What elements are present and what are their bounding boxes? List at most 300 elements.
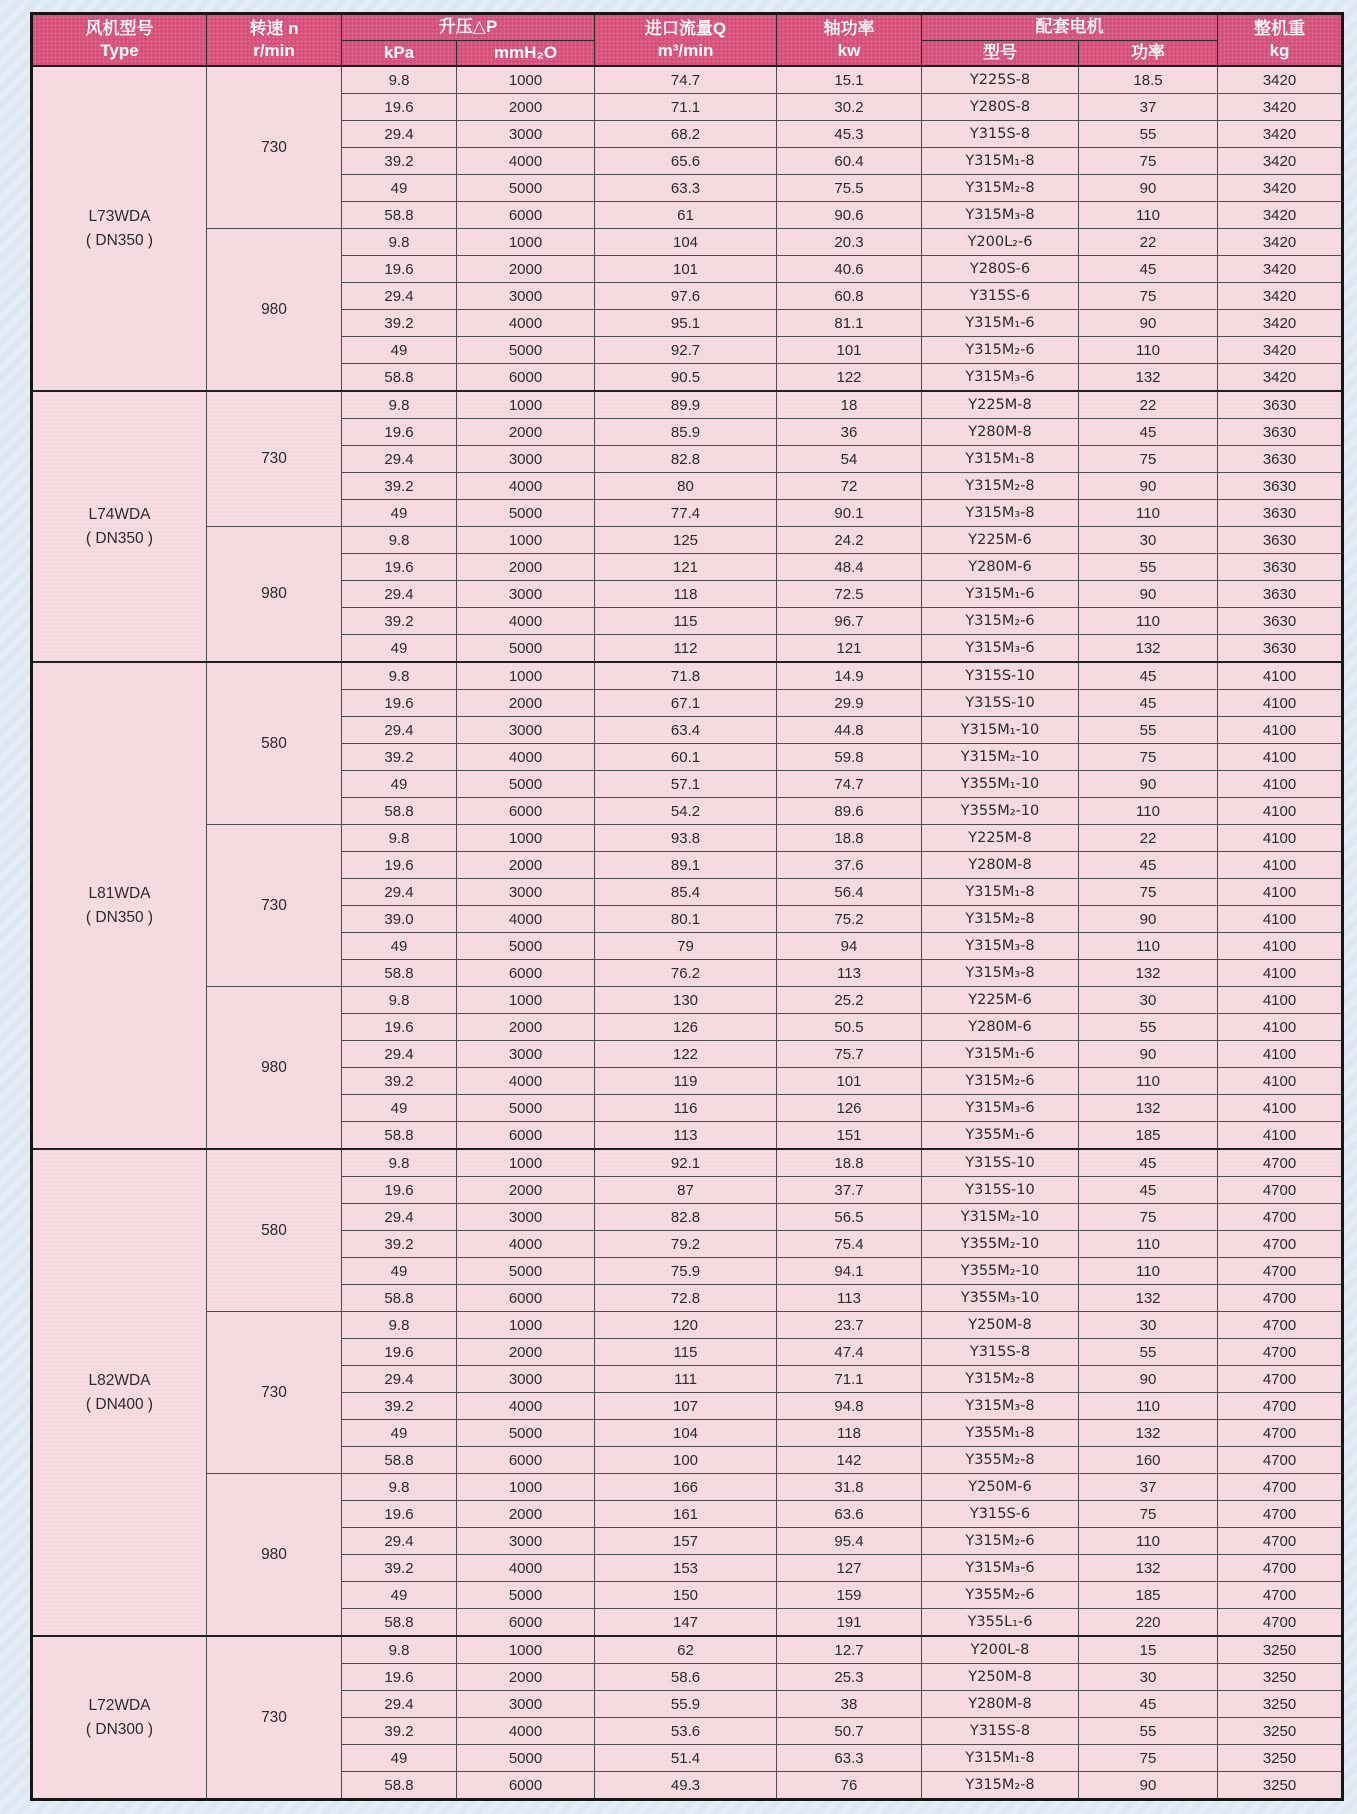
shaft-power-cell: 71.1	[777, 1366, 922, 1393]
shaft-power-cell: 40.6	[777, 256, 922, 283]
kpa-cell: 19.6	[342, 94, 457, 121]
kpa-cell: 19.6	[342, 690, 457, 717]
weight-cell: 4100	[1218, 906, 1343, 933]
motor-power-cell: 110	[1079, 1231, 1218, 1258]
kpa-cell: 29.4	[342, 717, 457, 744]
kpa-cell: 29.4	[342, 1528, 457, 1555]
mmh2o-cell: 3000	[457, 1366, 595, 1393]
flow-cell: 80.1	[595, 906, 777, 933]
weight-cell: 4700	[1218, 1149, 1343, 1177]
kpa-cell: 19.6	[342, 256, 457, 283]
motor-power-cell: 45	[1079, 419, 1218, 446]
kpa-cell: 19.6	[342, 419, 457, 446]
col-header-shaft-power-zh: 轴功率	[823, 18, 875, 38]
motor-model-cell: Y225M-6	[922, 527, 1079, 554]
flow-cell: 82.8	[595, 446, 777, 473]
mmh2o-cell: 2000	[457, 1664, 595, 1691]
speed-cell: 730	[207, 1636, 342, 1800]
mmh2o-cell: 5000	[457, 337, 595, 364]
speed-cell: 730	[207, 825, 342, 987]
kpa-cell: 49	[342, 1745, 457, 1772]
speed-cell: 730	[207, 66, 342, 229]
motor-model-cell: Y315M₂-8	[922, 175, 1079, 202]
kpa-cell: 9.8	[342, 527, 457, 554]
mmh2o-cell: 5000	[457, 1745, 595, 1772]
flow-cell: 85.9	[595, 419, 777, 446]
flow-cell: 166	[595, 1474, 777, 1501]
flow-cell: 63.3	[595, 175, 777, 202]
weight-cell: 3420	[1218, 94, 1343, 121]
motor-power-cell: 55	[1079, 1014, 1218, 1041]
motor-power-cell: 45	[1079, 690, 1218, 717]
motor-model-cell: Y315M₂-6	[922, 1068, 1079, 1095]
weight-cell: 4700	[1218, 1555, 1343, 1582]
mmh2o-cell: 5000	[457, 175, 595, 202]
motor-model-cell: Y315M₂-8	[922, 906, 1079, 933]
motor-power-cell: 132	[1079, 960, 1218, 987]
flow-cell: 113	[595, 1122, 777, 1150]
shaft-power-cell: 59.8	[777, 744, 922, 771]
flow-cell: 77.4	[595, 500, 777, 527]
weight-cell: 4100	[1218, 1041, 1343, 1068]
motor-model-cell: Y225S-8	[922, 66, 1079, 94]
weight-cell: 4700	[1218, 1285, 1343, 1312]
shaft-power-cell: 50.5	[777, 1014, 922, 1041]
motor-power-cell: 22	[1079, 229, 1218, 256]
fan-model-cell: L74WDA ( DN350 )	[32, 391, 207, 662]
spec-table-body	[32, 66, 1343, 1800]
col-header-flow-unit: m³/min	[657, 41, 714, 61]
mmh2o-cell: 6000	[457, 202, 595, 229]
shaft-power-cell: 60.4	[777, 148, 922, 175]
mmh2o-cell: 1000	[457, 662, 595, 690]
motor-model-cell: Y315M₂-6	[922, 608, 1079, 635]
shaft-power-cell: 76	[777, 1772, 922, 1800]
kpa-cell: 49	[342, 337, 457, 364]
shaft-power-cell: 95.4	[777, 1528, 922, 1555]
kpa-cell: 49	[342, 635, 457, 663]
weight-cell: 3420	[1218, 148, 1343, 175]
kpa-cell: 9.8	[342, 1149, 457, 1177]
motor-power-cell: 110	[1079, 933, 1218, 960]
weight-cell: 4100	[1218, 879, 1343, 906]
weight-cell: 4100	[1218, 825, 1343, 852]
weight-cell: 3420	[1218, 121, 1343, 148]
motor-power-cell: 110	[1079, 1068, 1218, 1095]
motor-model-cell: Y315S-8	[922, 1718, 1079, 1745]
fan-model-cell: L73WDA ( DN350 )	[32, 66, 207, 391]
flow-cell: 65.6	[595, 148, 777, 175]
shaft-power-cell: 23.7	[777, 1312, 922, 1339]
motor-power-cell: 55	[1079, 554, 1218, 581]
motor-power-cell: 185	[1079, 1582, 1218, 1609]
motor-model-cell: Y315S-8	[922, 1339, 1079, 1366]
motor-model-cell: Y315M₁-6	[922, 581, 1079, 608]
col-header-kpa: kPa	[342, 41, 457, 67]
flow-cell: 115	[595, 608, 777, 635]
mmh2o-cell: 6000	[457, 1285, 595, 1312]
motor-model-cell: Y315M₂-6	[922, 337, 1079, 364]
mmh2o-cell: 5000	[457, 1258, 595, 1285]
flow-cell: 100	[595, 1447, 777, 1474]
flow-cell: 68.2	[595, 121, 777, 148]
mmh2o-cell: 4000	[457, 1393, 595, 1420]
kpa-cell: 39.2	[342, 1231, 457, 1258]
shaft-power-cell: 72.5	[777, 581, 922, 608]
weight-cell: 4700	[1218, 1474, 1343, 1501]
shaft-power-cell: 44.8	[777, 717, 922, 744]
kpa-cell: 39.2	[342, 608, 457, 635]
motor-power-cell: 110	[1079, 500, 1218, 527]
kpa-cell: 39.2	[342, 148, 457, 175]
motor-model-cell: Y315M₁-8	[922, 1745, 1079, 1772]
weight-cell: 3420	[1218, 229, 1343, 256]
motor-model-cell: Y315M₂-8	[922, 1366, 1079, 1393]
shaft-power-cell: 25.3	[777, 1664, 922, 1691]
motor-model-cell: Y280M-6	[922, 554, 1079, 581]
table-row	[32, 391, 1343, 419]
motor-power-cell: 90	[1079, 906, 1218, 933]
kpa-cell: 39.2	[342, 1393, 457, 1420]
col-header-motor-power: 功率	[1079, 41, 1218, 67]
motor-model-cell: Y315M₁-6	[922, 310, 1079, 337]
kpa-cell: 29.4	[342, 879, 457, 906]
motor-model-cell: Y355M₂-10	[922, 798, 1079, 825]
speed-cell: 980	[207, 229, 342, 392]
motor-power-cell: 110	[1079, 337, 1218, 364]
kpa-cell: 9.8	[342, 391, 457, 419]
flow-cell: 60.1	[595, 744, 777, 771]
table-row	[32, 229, 1343, 256]
mmh2o-cell: 4000	[457, 1555, 595, 1582]
shaft-power-cell: 72	[777, 473, 922, 500]
weight-cell: 4700	[1218, 1366, 1343, 1393]
flow-cell: 67.1	[595, 690, 777, 717]
mmh2o-cell: 4000	[457, 310, 595, 337]
motor-power-cell: 45	[1079, 662, 1218, 690]
motor-model-cell: Y315M₂-8	[922, 473, 1079, 500]
flow-cell: 62	[595, 1636, 777, 1664]
motor-model-cell: Y225M-8	[922, 391, 1079, 419]
col-header-motor-model: 型号	[922, 41, 1079, 67]
motor-model-cell: Y315S-10	[922, 1177, 1079, 1204]
kpa-cell: 19.6	[342, 1014, 457, 1041]
shaft-power-cell: 94	[777, 933, 922, 960]
motor-model-cell: Y315S-10	[922, 690, 1079, 717]
flow-cell: 79	[595, 933, 777, 960]
flow-cell: 125	[595, 527, 777, 554]
kpa-cell: 19.6	[342, 1501, 457, 1528]
motor-power-cell: 110	[1079, 608, 1218, 635]
flow-cell: 126	[595, 1014, 777, 1041]
motor-power-cell: 75	[1079, 148, 1218, 175]
motor-power-cell: 45	[1079, 256, 1218, 283]
weight-cell: 4700	[1218, 1339, 1343, 1366]
flow-cell: 54.2	[595, 798, 777, 825]
motor-power-cell: 185	[1079, 1122, 1218, 1150]
col-header-speed	[207, 14, 342, 67]
weight-cell: 4700	[1218, 1609, 1343, 1637]
weight-cell: 3630	[1218, 527, 1343, 554]
kpa-cell: 49	[342, 1420, 457, 1447]
table-row	[32, 1312, 1343, 1339]
shaft-power-cell: 75.4	[777, 1231, 922, 1258]
col-header-fan-type-zh: 风机型号	[85, 18, 154, 38]
motor-power-cell: 75	[1079, 446, 1218, 473]
motor-model-cell: Y355M₁-6	[922, 1122, 1079, 1150]
shaft-power-cell: 96.7	[777, 608, 922, 635]
mmh2o-cell: 3000	[457, 581, 595, 608]
weight-cell: 4100	[1218, 1068, 1343, 1095]
shaft-power-cell: 56.5	[777, 1204, 922, 1231]
motor-model-cell: Y355M₂-8	[922, 1447, 1079, 1474]
kpa-cell: 49	[342, 771, 457, 798]
weight-cell: 4700	[1218, 1312, 1343, 1339]
weight-cell: 4100	[1218, 960, 1343, 987]
flow-cell: 116	[595, 1095, 777, 1122]
flow-cell: 161	[595, 1501, 777, 1528]
motor-power-cell: 37	[1079, 1474, 1218, 1501]
shaft-power-cell: 15.1	[777, 66, 922, 94]
kpa-cell: 39.2	[342, 310, 457, 337]
weight-cell: 4100	[1218, 852, 1343, 879]
flow-cell: 153	[595, 1555, 777, 1582]
motor-power-cell: 55	[1079, 121, 1218, 148]
motor-model-cell: Y200L₂-6	[922, 229, 1079, 256]
mmh2o-cell: 2000	[457, 852, 595, 879]
motor-power-cell: 45	[1079, 1177, 1218, 1204]
weight-cell: 4100	[1218, 662, 1343, 690]
weight-cell: 3250	[1218, 1772, 1343, 1800]
weight-cell: 4100	[1218, 1122, 1343, 1150]
kpa-cell: 19.6	[342, 1664, 457, 1691]
flow-cell: 71.8	[595, 662, 777, 690]
kpa-cell: 19.6	[342, 554, 457, 581]
shaft-power-cell: 18	[777, 391, 922, 419]
mmh2o-cell: 1000	[457, 1474, 595, 1501]
flow-cell: 157	[595, 1528, 777, 1555]
weight-cell: 3420	[1218, 310, 1343, 337]
motor-model-cell: Y280M-6	[922, 1014, 1079, 1041]
flow-cell: 101	[595, 256, 777, 283]
mmh2o-cell: 6000	[457, 1609, 595, 1637]
kpa-cell: 29.4	[342, 581, 457, 608]
shaft-power-cell: 60.8	[777, 283, 922, 310]
speed-cell: 580	[207, 1149, 342, 1312]
shaft-power-cell: 47.4	[777, 1339, 922, 1366]
mmh2o-cell: 2000	[457, 94, 595, 121]
flow-cell: 107	[595, 1393, 777, 1420]
col-header-fan-type-en: Type	[100, 41, 139, 61]
mmh2o-cell: 2000	[457, 1501, 595, 1528]
col-header-fan-type	[32, 14, 207, 67]
weight-cell: 4100	[1218, 771, 1343, 798]
shaft-power-cell: 54	[777, 446, 922, 473]
flow-cell: 63.4	[595, 717, 777, 744]
kpa-cell: 58.8	[342, 798, 457, 825]
motor-power-cell: 75	[1079, 879, 1218, 906]
flow-cell: 111	[595, 1366, 777, 1393]
flow-cell: 76.2	[595, 960, 777, 987]
mmh2o-cell: 2000	[457, 256, 595, 283]
shaft-power-cell: 151	[777, 1122, 922, 1150]
weight-cell: 3420	[1218, 175, 1343, 202]
kpa-cell: 58.8	[342, 1122, 457, 1150]
shaft-power-cell: 81.1	[777, 310, 922, 337]
motor-power-cell: 90	[1079, 310, 1218, 337]
weight-cell: 3250	[1218, 1718, 1343, 1745]
flow-cell: 90.5	[595, 364, 777, 392]
weight-cell: 4100	[1218, 690, 1343, 717]
col-header-mmh2o: mmH₂O	[457, 41, 595, 67]
flow-cell: 130	[595, 987, 777, 1014]
motor-model-cell: Y280M-8	[922, 852, 1079, 879]
shaft-power-cell: 101	[777, 337, 922, 364]
mmh2o-cell: 2000	[457, 1339, 595, 1366]
weight-cell: 4100	[1218, 798, 1343, 825]
flow-cell: 122	[595, 1041, 777, 1068]
motor-power-cell: 18.5	[1079, 66, 1218, 94]
shaft-power-cell: 31.8	[777, 1474, 922, 1501]
speed-cell: 730	[207, 1312, 342, 1474]
flow-cell: 121	[595, 554, 777, 581]
mmh2o-cell: 5000	[457, 635, 595, 663]
mmh2o-cell: 5000	[457, 1420, 595, 1447]
flow-cell: 89.9	[595, 391, 777, 419]
table-row	[32, 66, 1343, 94]
motor-model-cell: Y315M₂-6	[922, 1528, 1079, 1555]
motor-power-cell: 90	[1079, 581, 1218, 608]
kpa-cell: 9.8	[342, 987, 457, 1014]
motor-model-cell: Y315S-6	[922, 1501, 1079, 1528]
fan-spec-table	[30, 12, 1344, 1801]
shaft-power-cell: 113	[777, 960, 922, 987]
shaft-power-cell: 63.6	[777, 1501, 922, 1528]
mmh2o-cell: 1000	[457, 391, 595, 419]
weight-cell: 4700	[1218, 1501, 1343, 1528]
fan-model-cell: L82WDA ( DN400 )	[32, 1149, 207, 1636]
kpa-cell: 9.8	[342, 1474, 457, 1501]
shaft-power-cell: 20.3	[777, 229, 922, 256]
weight-cell: 4100	[1218, 744, 1343, 771]
mmh2o-cell: 6000	[457, 1447, 595, 1474]
mmh2o-cell: 4000	[457, 1231, 595, 1258]
motor-model-cell: Y355M₂-10	[922, 1258, 1079, 1285]
mmh2o-cell: 6000	[457, 1772, 595, 1800]
motor-model-cell: Y315M₁-8	[922, 446, 1079, 473]
weight-cell: 3420	[1218, 283, 1343, 310]
weight-cell: 3630	[1218, 419, 1343, 446]
weight-cell: 4100	[1218, 1014, 1343, 1041]
mmh2o-cell: 6000	[457, 960, 595, 987]
flow-cell: 93.8	[595, 825, 777, 852]
shaft-power-cell: 121	[777, 635, 922, 663]
speed-cell: 980	[207, 1474, 342, 1637]
motor-power-cell: 45	[1079, 1149, 1218, 1177]
mmh2o-cell: 6000	[457, 1122, 595, 1150]
kpa-cell: 58.8	[342, 960, 457, 987]
motor-model-cell: Y280M-8	[922, 1691, 1079, 1718]
shaft-power-cell: 94.8	[777, 1393, 922, 1420]
motor-model-cell: Y280S-8	[922, 94, 1079, 121]
mmh2o-cell: 4000	[457, 608, 595, 635]
weight-cell: 4700	[1218, 1258, 1343, 1285]
flow-cell: 75.9	[595, 1258, 777, 1285]
speed-cell: 580	[207, 662, 342, 825]
motor-model-cell: Y280M-8	[922, 419, 1079, 446]
table-row	[32, 662, 1343, 690]
col-header-pressure-group: 升压△P	[342, 14, 595, 41]
flow-cell: 92.1	[595, 1149, 777, 1177]
shaft-power-cell: 126	[777, 1095, 922, 1122]
flow-cell: 58.6	[595, 1664, 777, 1691]
mmh2o-cell: 2000	[457, 554, 595, 581]
motor-model-cell: Y250M-8	[922, 1312, 1079, 1339]
weight-cell: 3420	[1218, 256, 1343, 283]
col-header-shaft-power-unit: kw	[837, 41, 861, 61]
motor-model-cell: Y315M₃-8	[922, 500, 1079, 527]
mmh2o-cell: 5000	[457, 933, 595, 960]
kpa-cell: 9.8	[342, 66, 457, 94]
motor-model-cell: Y315S-8	[922, 121, 1079, 148]
mmh2o-cell: 3000	[457, 879, 595, 906]
speed-cell: 980	[207, 527, 342, 663]
kpa-cell: 39.2	[342, 1555, 457, 1582]
weight-cell: 4100	[1218, 933, 1343, 960]
mmh2o-cell: 3000	[457, 1041, 595, 1068]
mmh2o-cell: 3000	[457, 717, 595, 744]
shaft-power-cell: 118	[777, 1420, 922, 1447]
mmh2o-cell: 1000	[457, 66, 595, 94]
mmh2o-cell: 2000	[457, 419, 595, 446]
motor-power-cell: 90	[1079, 473, 1218, 500]
flow-cell: 147	[595, 1609, 777, 1637]
shaft-power-cell: 24.2	[777, 527, 922, 554]
weight-cell: 4700	[1218, 1204, 1343, 1231]
kpa-cell: 29.4	[342, 1691, 457, 1718]
table-header	[32, 14, 1343, 67]
shaft-power-cell: 63.3	[777, 1745, 922, 1772]
mmh2o-cell: 4000	[457, 906, 595, 933]
kpa-cell: 58.8	[342, 1772, 457, 1800]
motor-model-cell: Y315M₁-10	[922, 717, 1079, 744]
shaft-power-cell: 14.9	[777, 662, 922, 690]
mmh2o-cell: 4000	[457, 473, 595, 500]
motor-model-cell: Y315M₃-6	[922, 364, 1079, 392]
motor-power-cell: 30	[1079, 987, 1218, 1014]
motor-power-cell: 132	[1079, 364, 1218, 392]
flow-cell: 85.4	[595, 879, 777, 906]
motor-model-cell: Y200L-8	[922, 1636, 1079, 1664]
motor-power-cell: 75	[1079, 744, 1218, 771]
motor-model-cell: Y315M₃-8	[922, 933, 1079, 960]
kpa-cell: 58.8	[342, 1285, 457, 1312]
motor-power-cell: 15	[1079, 1636, 1218, 1664]
shaft-power-cell: 127	[777, 1555, 922, 1582]
mmh2o-cell: 3000	[457, 1204, 595, 1231]
shaft-power-cell: 90.1	[777, 500, 922, 527]
motor-power-cell: 132	[1079, 635, 1218, 663]
motor-model-cell: Y280S-6	[922, 256, 1079, 283]
kpa-cell: 9.8	[342, 662, 457, 690]
flow-cell: 49.3	[595, 1772, 777, 1800]
shaft-power-cell: 74.7	[777, 771, 922, 798]
kpa-cell: 9.8	[342, 229, 457, 256]
table-row	[32, 527, 1343, 554]
weight-cell: 3420	[1218, 337, 1343, 364]
flow-cell: 80	[595, 473, 777, 500]
motor-power-cell: 55	[1079, 1339, 1218, 1366]
